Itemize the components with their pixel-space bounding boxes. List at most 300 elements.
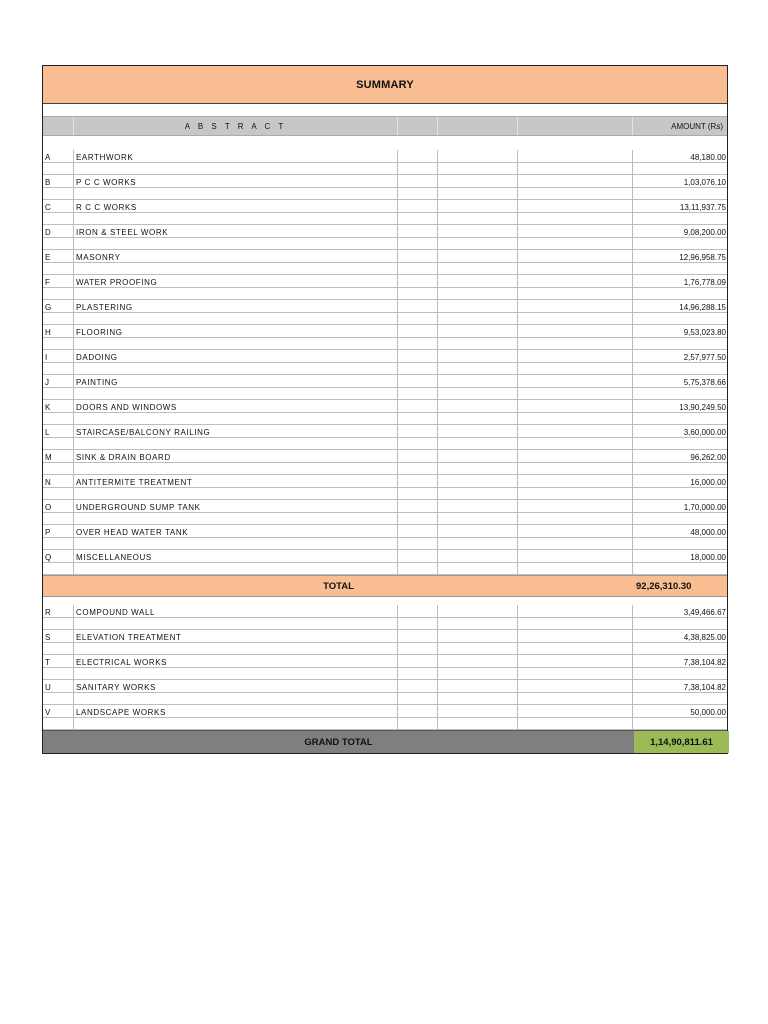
- blank-cell: [438, 630, 517, 643]
- row-gap: [43, 438, 73, 450]
- item-amount: 7,38,104.82: [633, 680, 727, 693]
- item-description-cell: [74, 250, 398, 275]
- blank-cell: [438, 655, 517, 668]
- blank-cell: [398, 605, 437, 618]
- row-gap: [518, 668, 632, 680]
- blank-cell: [398, 525, 437, 538]
- item-code: K: [43, 400, 73, 413]
- table-row: [43, 550, 727, 575]
- item-description-cell: [74, 500, 398, 525]
- blank-cell: [518, 655, 632, 668]
- blank-cell: [398, 350, 437, 363]
- blank-cell: [518, 630, 632, 643]
- table-row: [43, 200, 727, 225]
- table-row: [43, 225, 727, 250]
- blank-cell-cell: [518, 200, 633, 225]
- blank-cell: [438, 375, 517, 388]
- blank-cell: [518, 225, 632, 238]
- grand-total-amount: 1,14,90,811.61: [634, 731, 729, 753]
- row-gap: [518, 313, 632, 325]
- row-gap: [43, 463, 73, 475]
- blank-cell: [438, 550, 517, 563]
- blank-cell: [438, 350, 517, 363]
- row-gap: [74, 388, 397, 400]
- row-gap: [438, 718, 517, 730]
- item-amount: 16,000.00: [633, 475, 727, 488]
- row-gap: [518, 338, 632, 350]
- table-row: [43, 500, 727, 525]
- blank-cell: [518, 525, 632, 538]
- item-description: PAINTING: [74, 375, 397, 388]
- row-gap: [398, 463, 437, 475]
- row-gap: [633, 618, 727, 630]
- item-amount: 12,96,958.75: [633, 250, 727, 263]
- blank-cell-cell: [518, 705, 633, 730]
- sheet-title: SUMMARY: [43, 66, 727, 104]
- row-gap: [633, 263, 727, 275]
- row-gap: [74, 513, 397, 525]
- item-code: H: [43, 325, 73, 338]
- blank-cell-cell: [518, 225, 633, 250]
- row-gap: [398, 618, 437, 630]
- item-description: DADOING: [74, 350, 397, 363]
- row-gap: [74, 213, 397, 225]
- item-amount-cell: [633, 300, 727, 325]
- blank-cell: [398, 705, 437, 718]
- table-row: [43, 275, 727, 300]
- row-gap: [633, 213, 727, 225]
- blank-cell-cell: [398, 630, 438, 655]
- item-description-cell: [74, 325, 398, 350]
- blank-cell: [398, 150, 437, 163]
- blank-cell: [398, 325, 437, 338]
- row-gap: [438, 288, 517, 300]
- row-gap: [633, 538, 727, 550]
- item-code-cell: [43, 680, 74, 705]
- row-gap: [633, 438, 727, 450]
- item-description: ELEVATION TREATMENT: [74, 630, 397, 643]
- blank-cell-cell: [518, 475, 633, 500]
- item-amount: 1,03,076.10: [633, 175, 727, 188]
- blank-cell-cell: [518, 150, 633, 175]
- row-gap: [398, 263, 437, 275]
- row-gap: [398, 718, 437, 730]
- item-amount-cell: [633, 375, 727, 400]
- row-gap: [43, 313, 73, 325]
- blank-cell-cell: [438, 655, 518, 680]
- item-amount-cell: [633, 500, 727, 525]
- item-amount: 13,90,249.50: [633, 400, 727, 413]
- blank-cell-cell: [398, 550, 438, 575]
- row-gap: [518, 388, 632, 400]
- item-description: LANDSCAPE WORKS: [74, 705, 397, 718]
- item-code: Q: [43, 550, 73, 563]
- blank-cell: [398, 375, 437, 388]
- table-row: [43, 175, 727, 200]
- item-description-cell: [74, 225, 398, 250]
- blank-cell: [398, 655, 437, 668]
- row-gap: [518, 363, 632, 375]
- blank-cell-cell: [398, 705, 438, 730]
- item-code-cell: [43, 425, 74, 450]
- blank-cell: [438, 705, 517, 718]
- item-code-cell: [43, 250, 74, 275]
- item-description-cell: [74, 425, 398, 450]
- table-row: [43, 475, 727, 500]
- item-description-cell: [74, 200, 398, 225]
- table-row: [43, 450, 727, 475]
- item-code: L: [43, 425, 73, 438]
- items-list: [43, 150, 727, 575]
- item-description: EARTHWORK: [74, 150, 397, 163]
- blank-cell: [438, 300, 517, 313]
- blank-cell: [398, 200, 437, 213]
- row-gap: [518, 188, 632, 200]
- row-gap: [74, 313, 397, 325]
- total-spacer: [43, 597, 727, 605]
- title-gap: [43, 104, 727, 116]
- blank-cell-cell: [518, 400, 633, 425]
- item-amount-cell: [633, 225, 727, 250]
- row-gap: [438, 563, 517, 575]
- blank-cell: [398, 225, 437, 238]
- blank-cell: [518, 250, 632, 263]
- table-row: [43, 425, 727, 450]
- item-amount-cell: [633, 275, 727, 300]
- row-gap: [633, 718, 727, 730]
- blank-cell: [398, 550, 437, 563]
- item-amount-cell: [633, 630, 727, 655]
- blank-cell: [438, 250, 517, 263]
- item-code-cell: [43, 400, 74, 425]
- item-code-cell: [43, 655, 74, 680]
- row-gap: [43, 643, 73, 655]
- row-gap: [43, 288, 73, 300]
- blank-cell-cell: [398, 605, 438, 630]
- item-description-cell: [74, 525, 398, 550]
- blank-cell: [438, 175, 517, 188]
- table-row: [43, 350, 727, 375]
- item-amount-cell: [633, 425, 727, 450]
- blank-cell-cell: [438, 150, 518, 175]
- blank-cell: [518, 325, 632, 338]
- total-row: [43, 575, 727, 597]
- item-code: S: [43, 630, 73, 643]
- blank-cell-cell: [398, 655, 438, 680]
- item-amount: 96,262.00: [633, 450, 727, 463]
- blank-cell-cell: [518, 300, 633, 325]
- table-row: [43, 375, 727, 400]
- row-gap: [398, 488, 437, 500]
- table-row: [43, 655, 727, 680]
- item-description: OVER HEAD WATER TANK: [74, 525, 397, 538]
- row-gap: [518, 438, 632, 450]
- row-gap: [398, 288, 437, 300]
- blank-cell: [518, 680, 632, 693]
- item-amount: 2,57,977.50: [633, 350, 727, 363]
- row-gap: [74, 363, 397, 375]
- blank-cell-cell: [398, 275, 438, 300]
- item-description: DOORS AND WINDOWS: [74, 400, 397, 413]
- item-code-cell: [43, 375, 74, 400]
- blank-cell-cell: [438, 250, 518, 275]
- blank-cell: [438, 275, 517, 288]
- item-amount: 5,75,378.66: [633, 375, 727, 388]
- blank-cell-cell: [438, 525, 518, 550]
- row-gap: [633, 313, 727, 325]
- item-amount: 48,180.00: [633, 150, 727, 163]
- blank-cell: [438, 150, 517, 163]
- blank-cell-cell: [398, 400, 438, 425]
- row-gap: [518, 718, 632, 730]
- item-description: PLASTERING: [74, 300, 397, 313]
- row-gap: [438, 438, 517, 450]
- item-amount-cell: [633, 475, 727, 500]
- row-gap: [633, 488, 727, 500]
- row-gap: [74, 463, 397, 475]
- blank-cell: [518, 400, 632, 413]
- item-description-cell: [74, 605, 398, 630]
- item-code-cell: [43, 705, 74, 730]
- header-code-cell: [43, 117, 74, 135]
- row-gap: [43, 238, 73, 250]
- row-gap: [43, 213, 73, 225]
- item-amount-cell: [633, 175, 727, 200]
- blank-cell-cell: [438, 275, 518, 300]
- blank-cell-cell: [398, 150, 438, 175]
- item-description-cell: [74, 175, 398, 200]
- row-gap: [633, 563, 727, 575]
- item-amount-cell: [633, 250, 727, 275]
- blank-cell-cell: [398, 500, 438, 525]
- row-gap: [518, 488, 632, 500]
- item-amount-cell: [633, 605, 727, 630]
- row-gap: [633, 163, 727, 175]
- row-gap: [398, 438, 437, 450]
- item-code: A: [43, 150, 73, 163]
- row-gap: [74, 263, 397, 275]
- item-code: B: [43, 175, 73, 188]
- row-gap: [438, 463, 517, 475]
- row-gap: [398, 363, 437, 375]
- row-gap: [74, 163, 397, 175]
- row-gap: [438, 388, 517, 400]
- blank-cell: [518, 475, 632, 488]
- blank-cell-cell: [438, 375, 518, 400]
- item-description-cell: [74, 350, 398, 375]
- blank-cell: [398, 250, 437, 263]
- row-gap: [74, 718, 397, 730]
- item-code: E: [43, 250, 73, 263]
- header-blank-3: [518, 117, 633, 135]
- blank-cell: [518, 550, 632, 563]
- blank-cell: [398, 500, 437, 513]
- row-gap: [518, 513, 632, 525]
- header-abstract: A B S T R A C T: [74, 117, 398, 135]
- blank-cell-cell: [518, 450, 633, 475]
- blank-cell: [398, 680, 437, 693]
- item-description: P C C WORKS: [74, 175, 397, 188]
- row-gap: [518, 213, 632, 225]
- row-gap: [43, 668, 73, 680]
- blank-cell-cell: [518, 500, 633, 525]
- blank-cell: [398, 450, 437, 463]
- row-gap: [518, 563, 632, 575]
- blank-cell: [518, 350, 632, 363]
- item-code: V: [43, 705, 73, 718]
- item-code: C: [43, 200, 73, 213]
- item-amount-cell: [633, 550, 727, 575]
- item-code: R: [43, 605, 73, 618]
- table-row: [43, 680, 727, 705]
- item-amount: 13,11,937.75: [633, 200, 727, 213]
- row-gap: [398, 388, 437, 400]
- row-gap: [43, 188, 73, 200]
- item-code-cell: [43, 325, 74, 350]
- row-gap: [518, 288, 632, 300]
- row-gap: [43, 563, 73, 575]
- item-amount: 3,49,466.67: [633, 605, 727, 618]
- item-code: U: [43, 680, 73, 693]
- row-gap: [633, 338, 727, 350]
- blank-cell-cell: [398, 250, 438, 275]
- blank-cell: [438, 325, 517, 338]
- blank-cell-cell: [438, 425, 518, 450]
- row-gap: [43, 718, 73, 730]
- item-description-cell: [74, 450, 398, 475]
- item-amount: 50,000.00: [633, 705, 727, 718]
- blank-cell-cell: [518, 550, 633, 575]
- row-gap: [74, 488, 397, 500]
- blank-cell-cell: [398, 425, 438, 450]
- item-amount: 14,96,288.15: [633, 300, 727, 313]
- blank-cell: [438, 500, 517, 513]
- item-amount-cell: [633, 525, 727, 550]
- item-description: ANTITERMITE TREATMENT: [74, 475, 397, 488]
- blank-cell-cell: [398, 300, 438, 325]
- item-description-cell: [74, 705, 398, 730]
- item-description: FLOORING: [74, 325, 397, 338]
- table-row: [43, 525, 727, 550]
- row-gap: [398, 668, 437, 680]
- blank-cell-cell: [438, 680, 518, 705]
- item-code-cell: [43, 150, 74, 175]
- table-row: [43, 630, 727, 655]
- blank-cell-cell: [438, 350, 518, 375]
- row-gap: [74, 693, 397, 705]
- row-gap: [633, 513, 727, 525]
- blank-cell: [518, 605, 632, 618]
- blank-cell-cell: [438, 300, 518, 325]
- blank-cell-cell: [438, 475, 518, 500]
- row-gap: [43, 163, 73, 175]
- row-gap: [633, 363, 727, 375]
- blank-cell: [438, 475, 517, 488]
- blank-cell-cell: [438, 550, 518, 575]
- item-code-cell: [43, 450, 74, 475]
- row-gap: [43, 413, 73, 425]
- item-code-cell: [43, 350, 74, 375]
- blank-cell-cell: [438, 200, 518, 225]
- blank-cell-cell: [398, 350, 438, 375]
- item-description-cell: [74, 630, 398, 655]
- blank-cell-cell: [438, 175, 518, 200]
- blank-cell: [438, 200, 517, 213]
- row-gap: [438, 668, 517, 680]
- row-gap: [518, 413, 632, 425]
- row-gap: [438, 188, 517, 200]
- item-description-cell: [74, 680, 398, 705]
- item-code-cell: [43, 500, 74, 525]
- item-amount-cell: [633, 705, 727, 730]
- table-row: [43, 150, 727, 175]
- blank-cell-cell: [438, 400, 518, 425]
- table-row: [43, 400, 727, 425]
- header-spacer: [43, 136, 727, 150]
- grand-total-row: [43, 730, 727, 753]
- item-description-cell: [74, 655, 398, 680]
- row-gap: [438, 618, 517, 630]
- item-description: R C C WORKS: [74, 200, 397, 213]
- blank-cell: [518, 500, 632, 513]
- row-gap: [518, 163, 632, 175]
- blank-cell-cell: [518, 525, 633, 550]
- blank-cell-cell: [438, 500, 518, 525]
- row-gap: [438, 513, 517, 525]
- row-gap: [518, 618, 632, 630]
- item-code: O: [43, 500, 73, 513]
- row-gap: [633, 288, 727, 300]
- grand-total-label: GRAND TOTAL: [43, 731, 634, 753]
- item-code-cell: [43, 550, 74, 575]
- blank-cell: [398, 425, 437, 438]
- row-gap: [633, 388, 727, 400]
- item-description: SINK & DRAIN BOARD: [74, 450, 397, 463]
- item-amount: 7,38,104.82: [633, 655, 727, 668]
- row-gap: [398, 513, 437, 525]
- row-gap: [398, 338, 437, 350]
- blank-cell-cell: [518, 275, 633, 300]
- item-code: N: [43, 475, 73, 488]
- item-amount: 9,08,200.00: [633, 225, 727, 238]
- blank-cell: [398, 630, 437, 643]
- item-code: G: [43, 300, 73, 313]
- row-gap: [398, 693, 437, 705]
- item-description-cell: [74, 375, 398, 400]
- item-amount: 18,000.00: [633, 550, 727, 563]
- blank-cell-cell: [398, 225, 438, 250]
- blank-cell: [518, 705, 632, 718]
- row-gap: [633, 668, 727, 680]
- blank-cell: [518, 450, 632, 463]
- row-gap: [43, 618, 73, 630]
- blank-cell-cell: [438, 605, 518, 630]
- item-description-cell: [74, 550, 398, 575]
- item-amount-cell: [633, 400, 727, 425]
- item-description: SANITARY WORKS: [74, 680, 397, 693]
- item-code-cell: [43, 175, 74, 200]
- item-description: MISCELLANEOUS: [74, 550, 397, 563]
- summary-sheet: [42, 65, 728, 754]
- row-gap: [438, 488, 517, 500]
- row-gap: [633, 463, 727, 475]
- row-gap: [43, 363, 73, 375]
- item-amount: 9,53,023.80: [633, 325, 727, 338]
- row-gap: [438, 213, 517, 225]
- row-gap: [43, 513, 73, 525]
- header-blank-2: [438, 117, 518, 135]
- item-code-cell: [43, 300, 74, 325]
